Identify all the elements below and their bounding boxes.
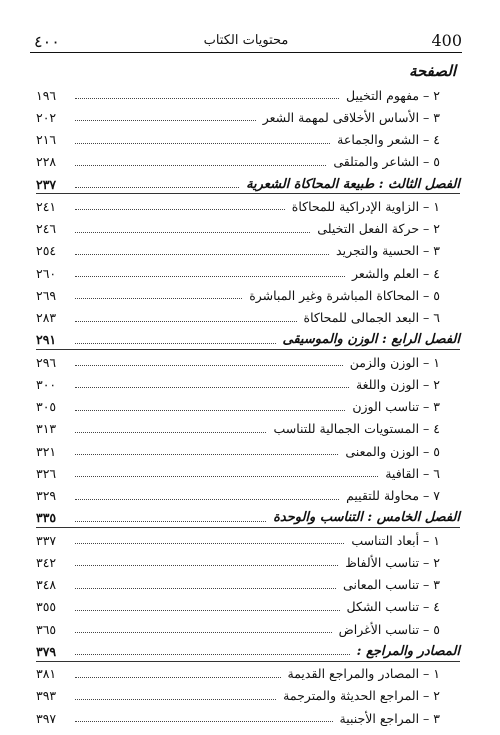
toc-entry bbox=[36, 574, 460, 596]
toc-entry bbox=[36, 240, 460, 262]
toc-entry-title: ٣ – المراجع الأجنبية bbox=[339, 710, 440, 726]
toc-entry bbox=[36, 707, 460, 729]
toc-entry-page-number: ٣٢٦ bbox=[36, 465, 57, 481]
toc-entry bbox=[36, 418, 460, 440]
toc-entry-page-number: ٣٤٨ bbox=[36, 577, 57, 593]
dot-leader bbox=[75, 475, 378, 477]
toc-entry-title: ٤ – العلم والشعر bbox=[351, 265, 440, 281]
dot-leader bbox=[75, 186, 239, 188]
toc-entry bbox=[36, 529, 460, 551]
dot-leader bbox=[75, 587, 336, 589]
dot-leader bbox=[75, 208, 285, 210]
toc-entry-page-number: ٢٦٠ bbox=[36, 265, 57, 281]
toc-entry-title: ٧ – محاولة للتقييم bbox=[346, 488, 440, 504]
toc-entry-page-number: ٢٩٦ bbox=[36, 354, 57, 370]
dot-leader bbox=[75, 297, 242, 299]
toc-entry-title: ٣ – تناسب المعانى bbox=[343, 577, 440, 593]
dot-leader bbox=[75, 409, 345, 411]
dot-leader bbox=[75, 453, 338, 455]
toc-entry bbox=[36, 307, 460, 329]
page-column-label: الصفحة bbox=[408, 62, 456, 80]
toc-entry-page-number: ٣٩٧ bbox=[36, 710, 57, 726]
page-header bbox=[30, 30, 462, 53]
toc-entry bbox=[36, 195, 460, 217]
toc-entry bbox=[36, 84, 460, 106]
toc-entry bbox=[36, 129, 460, 151]
toc-entry-page-number: ٢٣٧ bbox=[36, 176, 57, 192]
toc-entry bbox=[36, 151, 460, 173]
toc-entry bbox=[36, 262, 460, 284]
toc-entry-page-number: ٢٤١ bbox=[36, 198, 57, 214]
toc-entry bbox=[36, 663, 460, 685]
toc-entry-page-number: ٢١٦ bbox=[36, 132, 57, 148]
toc-entry-page-number: ٢٩١ bbox=[36, 332, 57, 348]
toc-entry-title: الفصل الثالث : طبيعة المحاكاة الشعرية bbox=[246, 176, 460, 192]
toc-entry-title: ١ – المصادر والمراجع القديمة bbox=[287, 666, 440, 682]
dot-leader bbox=[75, 653, 350, 655]
dot-leader bbox=[75, 142, 330, 144]
toc-entry-title: ٢ – المراجع الحديثة والمترجمة bbox=[283, 688, 440, 704]
toc-entry-title: ٤ – المستويات الجمالية للتناسب bbox=[273, 421, 440, 437]
toc-entry-page-number: ٣٣٥ bbox=[36, 510, 57, 526]
toc-entry-title: ٥ – الشاعر والمتلقى bbox=[333, 154, 440, 170]
toc-entry bbox=[36, 485, 460, 507]
toc-entry-title: ٣ – الحسية والتجريد bbox=[336, 243, 440, 259]
dot-leader bbox=[75, 720, 333, 722]
toc-entry-title: ٦ – البعد الجمالى للمحاكاة bbox=[303, 310, 440, 326]
toc-entry-page-number: ٣٢٩ bbox=[36, 488, 57, 504]
dot-leader bbox=[75, 97, 339, 99]
dot-leader bbox=[75, 431, 266, 433]
running-title: محتويات الكتاب bbox=[203, 33, 289, 48]
toc-entry-title: الفصل الرابع : الوزن والموسيقى bbox=[282, 332, 460, 348]
toc-entry-title: الفصل الخامس : التناسب والوحدة bbox=[273, 510, 460, 526]
toc-chapter-heading bbox=[36, 640, 460, 662]
dot-leader bbox=[75, 342, 276, 344]
toc-entry-page-number: ٢٨٣ bbox=[36, 310, 57, 326]
toc-entry-title: ١ – الزاوية الإدراكية للمحاكاة bbox=[291, 198, 440, 214]
dot-leader bbox=[75, 119, 256, 121]
toc-entry bbox=[36, 685, 460, 707]
toc-entry-page-number: ٣٧٩ bbox=[36, 643, 57, 659]
toc-entry-page-number: ٣٥٥ bbox=[36, 599, 57, 615]
dot-leader bbox=[75, 542, 344, 544]
dot-leader bbox=[75, 231, 310, 233]
dot-leader bbox=[75, 631, 332, 633]
toc-entry-title: ٢ – مفهوم التخييل bbox=[346, 87, 440, 103]
dot-leader bbox=[75, 698, 276, 700]
toc-entry-title: ١ – أبعاد التناسب bbox=[351, 532, 440, 548]
dot-leader bbox=[75, 564, 338, 566]
toc-entry bbox=[36, 106, 460, 128]
toc-entry-page-number: ٣٠٥ bbox=[36, 399, 57, 415]
toc-entry-title: ٣ – الأساس الأخلاقى لمهمة الشعر bbox=[262, 109, 440, 125]
toc-entry-title: المصادر والمراجع : bbox=[356, 643, 460, 659]
toc-entry-title: ٢ – الوزن واللغة bbox=[355, 376, 440, 392]
dot-leader bbox=[75, 320, 297, 322]
toc-chapter-heading bbox=[36, 507, 460, 529]
toc-entry-page-number: ٣٣٧ bbox=[36, 532, 57, 548]
toc-entry-page-number: ٣٨١ bbox=[36, 666, 57, 682]
dot-leader bbox=[75, 164, 326, 166]
page-number-latin: 400 bbox=[431, 31, 462, 50]
toc-entry bbox=[36, 551, 460, 573]
toc-entry-title: ٢ – حركة الفعل التخيلى bbox=[317, 221, 440, 237]
toc-entry-page-number: ٣٤٢ bbox=[36, 554, 57, 570]
toc-entry-title: ٤ – تناسب الشكل bbox=[346, 599, 440, 615]
dot-leader bbox=[75, 275, 345, 277]
toc-entry-title: ٥ – تناسب الأغراض bbox=[338, 621, 440, 637]
toc-entry bbox=[36, 351, 460, 373]
toc-entry bbox=[36, 462, 460, 484]
toc-entry bbox=[36, 284, 460, 306]
table-of-contents bbox=[36, 84, 460, 729]
toc-entry-page-number: ٢٤٦ bbox=[36, 221, 57, 237]
page-number-arabic: ٤٠٠ bbox=[34, 32, 60, 51]
toc-entry bbox=[36, 618, 460, 640]
dot-leader bbox=[75, 520, 266, 522]
toc-entry-page-number: ٢٦٩ bbox=[36, 287, 57, 303]
toc-entry bbox=[36, 596, 460, 618]
toc-entry-title: ٥ – الوزن والمعنى bbox=[345, 443, 440, 459]
toc-entry-page-number: ٢٢٨ bbox=[36, 154, 57, 170]
toc-entry-page-number: ١٩٦ bbox=[36, 87, 57, 103]
toc-entry-page-number: ٣٦٥ bbox=[36, 621, 57, 637]
toc-entry-title: ٥ – المحاكاة المباشرة وغير المباشرة bbox=[249, 287, 440, 303]
toc-entry-title: ١ – الوزن والزمن bbox=[349, 354, 440, 370]
toc-entry-page-number: ٢٠٢ bbox=[36, 109, 57, 125]
toc-entry bbox=[36, 440, 460, 462]
toc-chapter-heading bbox=[36, 329, 460, 351]
toc-entry-title: ٣ – تناسب الوزن bbox=[352, 399, 440, 415]
toc-entry-page-number: ٢٥٤ bbox=[36, 243, 57, 259]
toc-entry bbox=[36, 218, 460, 240]
dot-leader bbox=[75, 498, 339, 500]
dot-leader bbox=[75, 386, 349, 388]
toc-entry-page-number: ٣٠٠ bbox=[36, 376, 57, 392]
toc-entry-title: ٤ – الشعر والجماعة bbox=[337, 132, 440, 148]
toc-entry-page-number: ٣١٣ bbox=[36, 421, 57, 437]
toc-entry bbox=[36, 396, 460, 418]
toc-entry-title: ٢ – تناسب الألفاظ bbox=[345, 554, 440, 570]
toc-entry-page-number: ٣٩٣ bbox=[36, 688, 57, 704]
dot-leader bbox=[75, 676, 281, 678]
toc-entry-title: ٦ – القافية bbox=[385, 465, 440, 481]
toc-chapter-heading bbox=[36, 173, 460, 195]
toc-entry bbox=[36, 373, 460, 395]
dot-leader bbox=[75, 364, 343, 366]
dot-leader bbox=[75, 609, 340, 611]
toc-entry-page-number: ٣٢١ bbox=[36, 443, 57, 459]
dot-leader bbox=[75, 253, 329, 255]
